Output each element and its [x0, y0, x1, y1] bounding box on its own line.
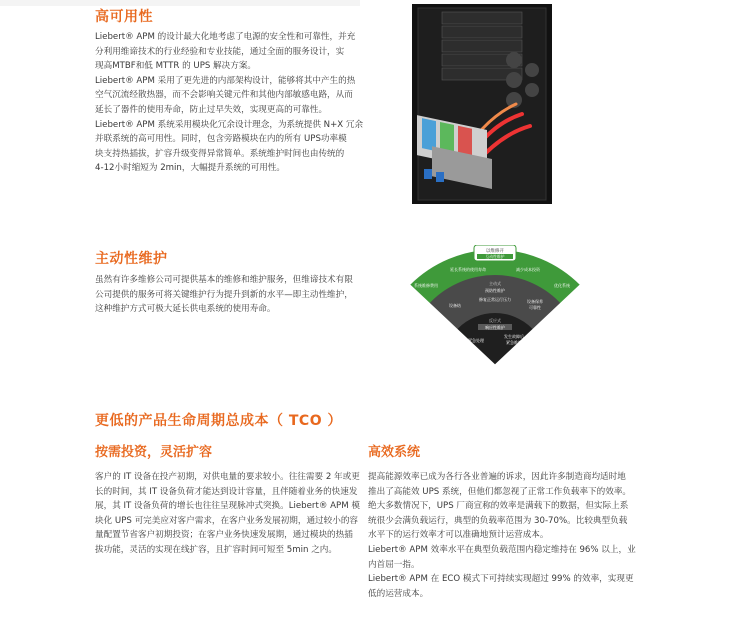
paragraph-line: Liebert® APM 在 ECO 模式下可持续实现超过 99% 的效率，实现更: [368, 574, 634, 585]
paragraph-line: 虽然有许多维修公司可提供基本的维修和维护服务，但维谛技术有限: [95, 275, 353, 285]
paragraph-line: 现高MTBF和低 MTTR 的 UPS 解决方案。: [95, 61, 257, 72]
section-title-high-availability: 高可用性: [95, 9, 153, 25]
paragraph-line: 内首屈一指。: [368, 559, 420, 570]
paragraph-line: 长的时间，其 IT 设备负荷才能达到设计容量，且伴随着业务的快速发: [95, 486, 358, 497]
paragraph-line: 公司提供的服务可将关键维护行为提升到新的水平—即主动性维护，: [95, 289, 353, 300]
paragraph-line: 展，其 IT 设备负荷的增长也往往呈现脉冲式突换。Liebert® APM 模: [95, 501, 360, 512]
paragraph-line: Liebert® APM 的设计最大化地考虑了电源的安全性和可靠性，并充: [95, 32, 356, 42]
diagram-mid-right: 设备保养: [527, 299, 543, 304]
diagram-inner-top: 反应式: [489, 318, 501, 323]
maintenance-fan-diagram: [410, 245, 580, 365]
diagram-inner-left: 紧急处理: [468, 338, 484, 343]
paragraph-line: 统很少会满负载运行，典型的负载率范围为 30-70%。比较典型负载: [368, 515, 628, 526]
paragraph-line: 提高能源效率已成为各行各业普遍的诉求，因此许多制造商均适时地: [368, 472, 626, 482]
diagram-top-sub: 互动性维护: [485, 254, 505, 259]
section-body-proactive-maintenance: [95, 273, 365, 317]
subsection-body-efficiency: [368, 470, 643, 601]
paragraph-line: Liebert® APM 采用了更先进的内部架构设计，能够将其中产生的热: [95, 75, 356, 86]
diagram-outer-right: 减少成本投资: [516, 267, 540, 272]
diagram-mid-right2: 可靠性: [529, 305, 541, 310]
paragraph-line: 客户的 IT 设备在投产初期，对供电量的要求较小。往往需要 2 年或更: [95, 472, 360, 482]
paragraph-line: 块支持热插拔，扩容升级变得异常简单。系统维护时间也由传统的: [95, 148, 345, 159]
paragraph-line: 绝大多数情况下，UPS 厂商宣称的效率是满载下的数据，但实际上系: [368, 501, 629, 512]
paragraph-line: 低的运营成本。: [368, 588, 429, 599]
diagram-mid-top: 主动式: [489, 281, 501, 286]
subsection-title-on-demand: 按需投资，灵活扩容: [95, 445, 213, 460]
paragraph-line: 推出了高能效 UPS 系统，但他们都忽视了正常工作负载率下的效率。: [368, 486, 632, 497]
diagram-mid-sub: 预防性维护: [485, 288, 505, 293]
section-title-proactive-maintenance: 主动性维护: [95, 251, 168, 267]
diagram-inner-center: 发生故障后: [504, 334, 524, 339]
subsection-title-efficiency: 高效系统: [368, 445, 421, 460]
ups-cabinet-illustration: [412, 4, 552, 204]
paragraph-line: 并联系统的高可用性。同时，包含旁路模块在内的所有 UPS功率模: [95, 134, 347, 145]
diagram-inner-center2: 紧急维修: [506, 340, 522, 345]
diagram-mid-center: 修复正常运行压力: [479, 297, 511, 302]
section-title-tco: 更低的产品生命周期总成本（ TCO ）: [95, 413, 342, 429]
subsection-body-on-demand: [95, 470, 365, 558]
diagram-top-label: 以维修开: [486, 249, 504, 254]
section-body-high-availability: [95, 30, 365, 176]
header-band: [0, 0, 360, 6]
paragraph-line: Liebert® APM 系统采用模块化冗余设计理念，为系统提供 N+X 冗余: [95, 119, 364, 130]
diagram-left-edge: 系统维修费用: [414, 283, 438, 288]
paragraph-line: 4-12小时缩短为 2min，大幅提升系统的可用性。: [95, 163, 286, 174]
paragraph-line: 分利用维谛技术的行业经验和专业技能，通过全面的服务设计，实: [95, 46, 345, 57]
diagram-outer-left: 延长系统的使用寿命: [450, 267, 486, 272]
diagram-inner-sub: 响应性维护: [485, 325, 505, 330]
paragraph-line: 拔功能，灵活的实现在线扩容，且扩容时间可短至 5min 之内。: [95, 544, 337, 555]
paragraph-line: Liebert® APM 效率水平在典型负载范围内稳定维持在 96% 以上，业: [368, 544, 636, 555]
paragraph-line: 空气沉流经散热器，而不会影响关键元件和其他内部敏感电路，从而: [95, 90, 353, 101]
diagram-mid-left: 设备结: [449, 303, 461, 308]
paragraph-line: 这种维护方式可极大延长供电系统的使用寿命。: [95, 304, 276, 315]
paragraph-line: 延长了器件的使用寿命，防止过早失效，实现更高的可靠性。: [95, 104, 328, 115]
paragraph-line: 水平下的运行效率才可以准确地预计运营成本。: [368, 530, 549, 541]
paragraph-line: 块化 UPS 可完美应对客户需求，在客户业务发展初期，通过较小的容: [95, 515, 359, 526]
diagram-right-edge: 优化系统: [554, 283, 570, 288]
paragraph-line: 量配置节省客户初期投资；在客户业务快速发展期，通过模块的热插: [95, 530, 353, 541]
